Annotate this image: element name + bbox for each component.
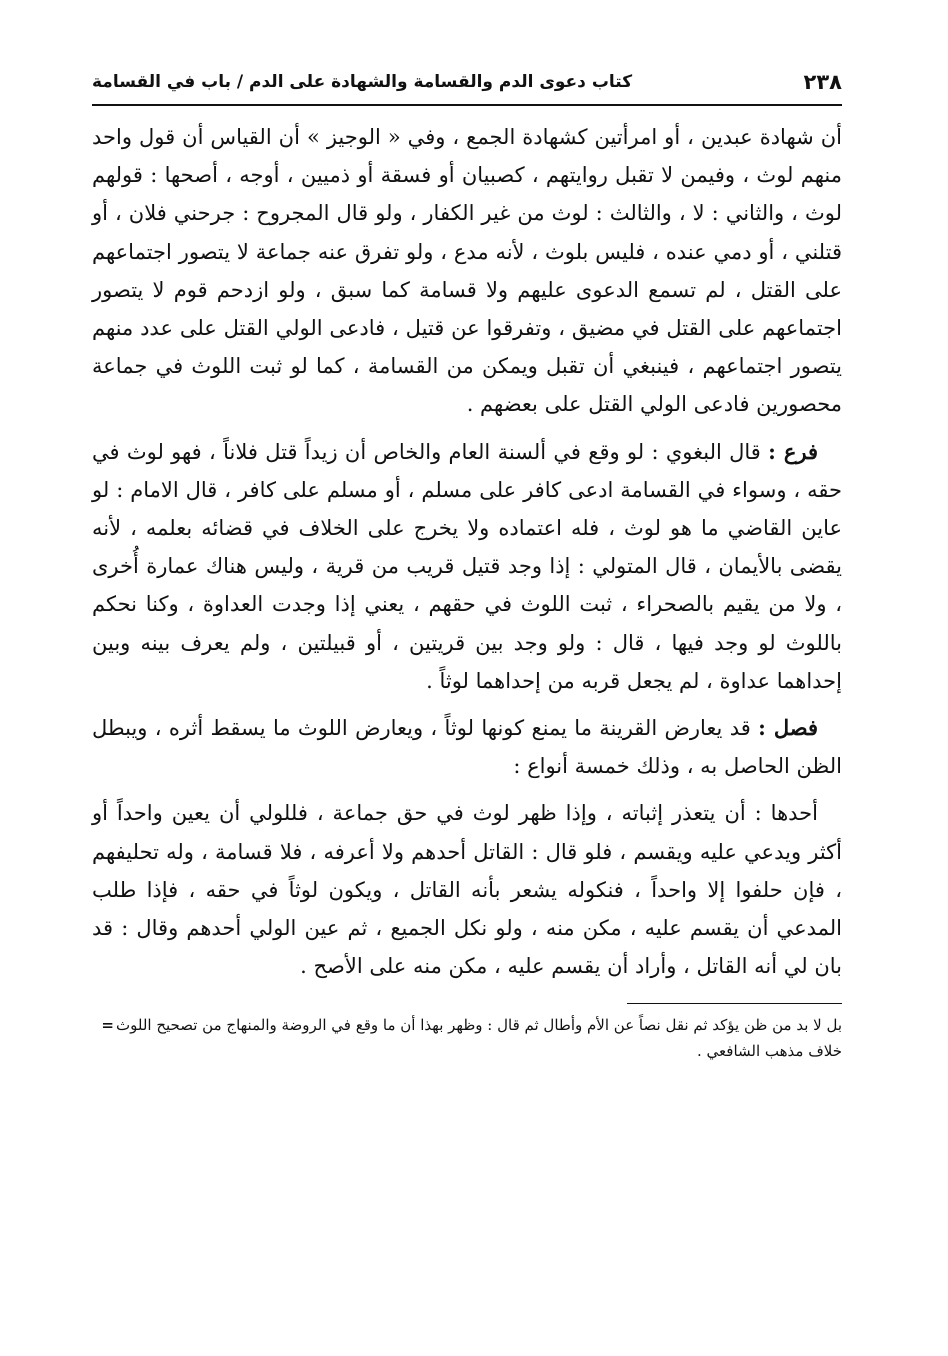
paragraph-3-text: قد يعارض القرينة ما يمنع كونها لوثاً ، ويعارض اللوث ما يسقط أثره ، ويبطل الظن الحاصل به ، وذلك خمسة أنواع : <box>92 716 842 779</box>
footnote-rule <box>627 1003 842 1004</box>
header-rule <box>92 104 842 106</box>
paragraph-4 <box>92 794 842 985</box>
section-lead-far: فرع : <box>768 438 818 464</box>
paragraph-2-text: قال البغوي : لو وقع في ألسنة العام والخاص أن زيداً قتل فلاناً ، فهو لوث في حقه ، وسواء في القسامة ادعى كافر على مسلم ، أو مسلم على كافر ، قال الامام : لو عاين القاضي ما هو لوث ، فله اعتماده ولا يخرج على الخلاف في قضائه بعلمه ، لأنه يقضى بالأيمان ، قال المتولي : إذا وجد قتيل قريب من قرية ، وليس هناك عمارة أُخرى ، ولا من يقيم بالصحراء ، ثبت اللوث في حقهم ، يعني إذا وجدت العداوة ، وكنا نحكم باللوث لو وجد فيها ، قال : ولو وجد بين قريتين ، أو قبيلتين ، ولم يعرف بينه وبين إحداهما عداوة ، لم يجعل قربه من إحداهما لوثاً . <box>92 439 842 693</box>
footnote <box>92 1012 842 1064</box>
section-lead-fasl: فصل : <box>758 715 818 741</box>
paragraph-1 <box>92 118 842 424</box>
paragraph-2 <box>92 433 842 700</box>
paragraph-3 <box>92 709 842 785</box>
paragraph-1-text: أن شهادة عبدين ، أو امرأتين كشهادة الجمع ، وفي « الوجيز » أن القياس أن قول واحد منهم لوث ، وفيمن لا تقبل روايتهم ، كصبيان أو فسقة أو ذميين ، أوجه ، أصحها : قولهم لوث ، والثاني : لا ، والثالث : لوث من غير الكفار ، ولو قال المجروح : جرحني فلان ، أو قتلني ، أو دمي عنده ، فليس بلوث ، لأنه مدع ، ولو تفرق عنه جماعة لا يتصور اجتماعهم على القتل ، لم تسمع الدعوى عليهم ولا قسامة كما سبق ، ولو ازدحم قوم لا يتصور اجتماعهم على القتل في مضيق ، وتفرقوا عن قتيل ، فادعى الولي القتل على عدد منهم يتصور اجتماعهم ، فينبغي أن تقبل ويمكن من القسامة ، كما لو ثبت اللوث في جماعة محصورين فادعى الولي القتل على بعضهم . <box>92 125 843 417</box>
paragraph-4-text: أحدها : أن يتعذر إثباته ، وإذا ظهر لوث في حق جماعة ، فللولي أن يعين واحداً أو أكثر ويدعي عليه ويقسم ، فلو قال : القاتل أحدهم ولا أعرفه ، فلا قسامة ، وله تحليفهم ، فإن حلفوا إلا واحداً ، فنكوله يشعر بأنه القاتل ، ويكون لوثاً في حقه ، فإذا طلب المدعي أن يقسم عليه ، مكن منه ، ولو نكل الجميع ، ثم عين الولي أحدهم وقال : قد بان لي أنه القاتل ، وأراد أن يقسم عليه ، مكن منه على الأصح . <box>92 801 843 979</box>
footnote-text: بل لا بد من ظن يؤكد ثم نقل نصاً عن الأم وأطال ثم قال : وظهر بهذا أن ما وقع في الروضة والمنهاج من تصحيح اللوث خلاف مذهب الشافعي . <box>115 1016 842 1061</box>
running-title: كتاب دعوى الدم والقسامة والشهادة على الدم / باب في القسامة <box>92 72 633 92</box>
main-text <box>92 118 842 985</box>
running-header <box>92 62 842 104</box>
footnote-continuation-mark: = <box>101 1016 114 1035</box>
book-page <box>92 62 842 1322</box>
page-number: ٢٣٨ <box>803 70 842 94</box>
